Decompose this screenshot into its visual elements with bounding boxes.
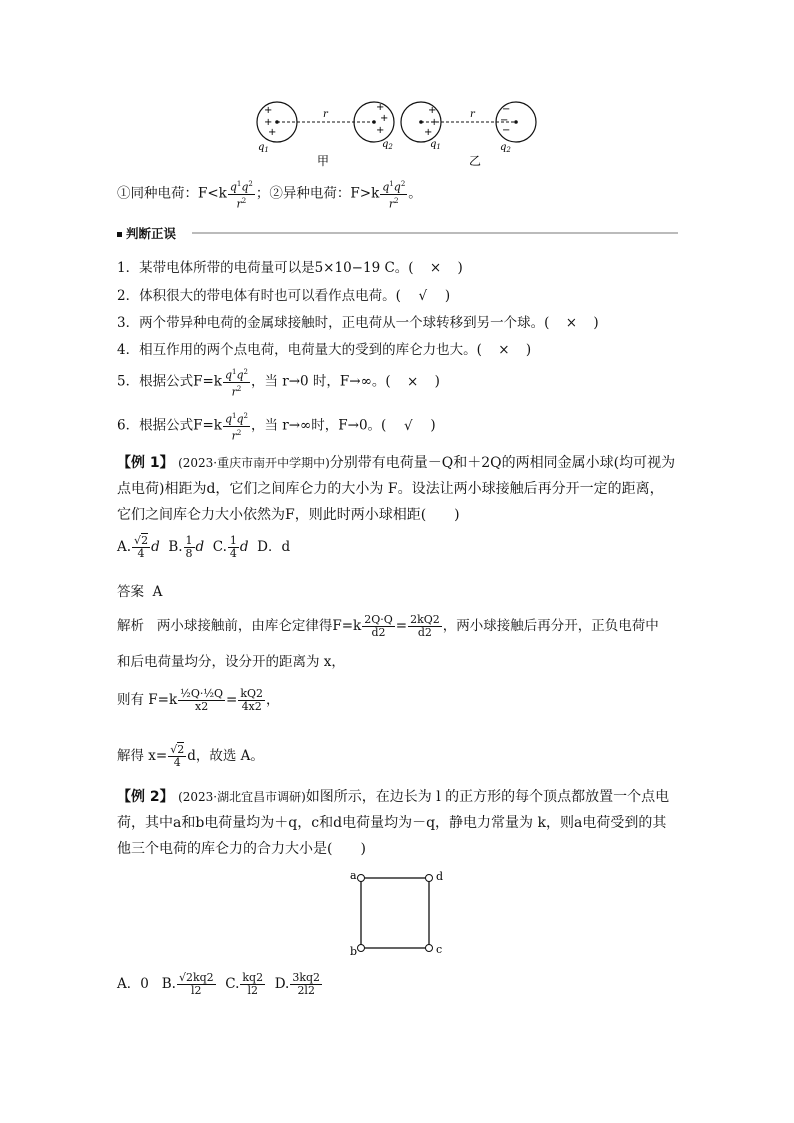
example-1-options: A. $\frac{√2}{4}$ d B. $\frac{1}{8}$ d C. $\frac{1}{4}$ d D．d [117,534,291,560]
square-charges-diagram [345,868,450,963]
charge-spheres-figure [250,95,545,170]
svg-text:q1: $q_1$ [430,139,441,151]
svg-text:+: + [268,127,277,138]
corner-b: b [350,945,358,958]
svg-text:+: + [424,127,433,138]
judgement-4: 4．相互作用的两个点电荷，电荷量大的受到的库仑力也大。( × ) [117,342,532,358]
section-divider [192,232,678,234]
example-1-analysis-1: 解析 两小球接触前，由库仑定律得F=k $\frac{2Q\cdot Q}{d2}$ = $\frac{2kQ2}{d2}$ ，两小球接触后再分开，正负电荷中 [117,613,659,639]
corner-a: a [350,869,357,882]
svg-text:q2: $q_2$ [500,142,511,154]
svg-text:+: + [376,102,385,113]
svg-text:−: − [502,125,511,136]
example-2-options: A．0 B. $\frac{√2kq2}{l2}$ C. $\frac{kq2}{l2}$ D. $\frac{3kq2}{2l2}$ [117,971,321,997]
corner-c: c [436,943,443,956]
example-1-solve: 解得 x= $\frac{√2}{4}$ d，故选 A。 [117,743,264,769]
svg-text:+: + [264,117,273,128]
svg-text:+: + [430,117,439,128]
corner-d: d [436,870,444,883]
svg-text:r: r [470,109,475,120]
judgement-2: 2．体积很大的带电体有时也可以看作点电荷。( √ ) [117,288,451,304]
svg-text:+: + [264,105,273,116]
caption-yi: 乙 [469,154,482,168]
example-1-then: 则有 F=k $\frac{\text{½Q·½Q}}{x2}$ = $\frac{kQ2}{4x2}$ ， [117,687,280,713]
example-1-question: 【例 1】 (2023·重庆市南开中学期中)分别带有电荷量－Q和＋2Q的两相同金属小球(均可视为点电荷)相距为d，它们之间库仑力的大小为 F。设法让两小球接触后再分开一定的距离，它们之间库仑力大小依然为F，则此时两小球相距( ) [117,455,676,523]
svg-text:−: − [502,104,511,115]
judgement-6: 6．根据公式F=k $\frac{q^1q^2}{r^2}$ ，当 r→∞时，F→0。( √ ) [117,412,436,443]
example-1-answer: 答案 A [117,584,163,600]
caption-jia: 甲 [317,154,330,168]
svg-text:q2: $q_2$ [382,139,393,151]
svg-text:+: + [376,125,385,136]
judgement-1: 1．某带电体所带的电荷量可以是5×10−19 C。( × ) [117,260,463,276]
rule-line: ①同种电荷：F<k $\frac{q^1q^2}{r^2}$ ；②异种电荷：F>k $\frac{q^1q^2}{r^2}$ 。 [117,180,422,211]
example-1-analysis-2: 和后电荷量均分，设分开的距离为 x， [117,654,345,670]
svg-text:q1: $q_1$ [258,142,269,154]
svg-text:+: + [428,105,437,116]
svg-text:−: − [500,115,509,126]
judgement-5: 5．根据公式F=k $\frac{q^1q^2}{r^2}$ ，当 r→0 时，F→∞。( × ) [117,368,440,399]
judgement-3: 3．两个带异种电荷的金属球接触时，正电荷从一个球转移到另一个球。( × ) [117,315,599,331]
section-title: 判断正误 [117,224,176,242]
example-2-question: 【例 2】 (2023·湖北宜昌市调研)如图所示，在边长为 l 的正方形的每个顶点都放置一个点电荷，其中a和b电荷量均为＋q，c和d电荷量均为－q，静电力常量为 k，则a电荷受到的其他三个电荷的库仑力的合力大小是( ) [117,789,670,857]
svg-text:r: r [323,109,328,120]
svg-text:+: + [380,113,389,124]
